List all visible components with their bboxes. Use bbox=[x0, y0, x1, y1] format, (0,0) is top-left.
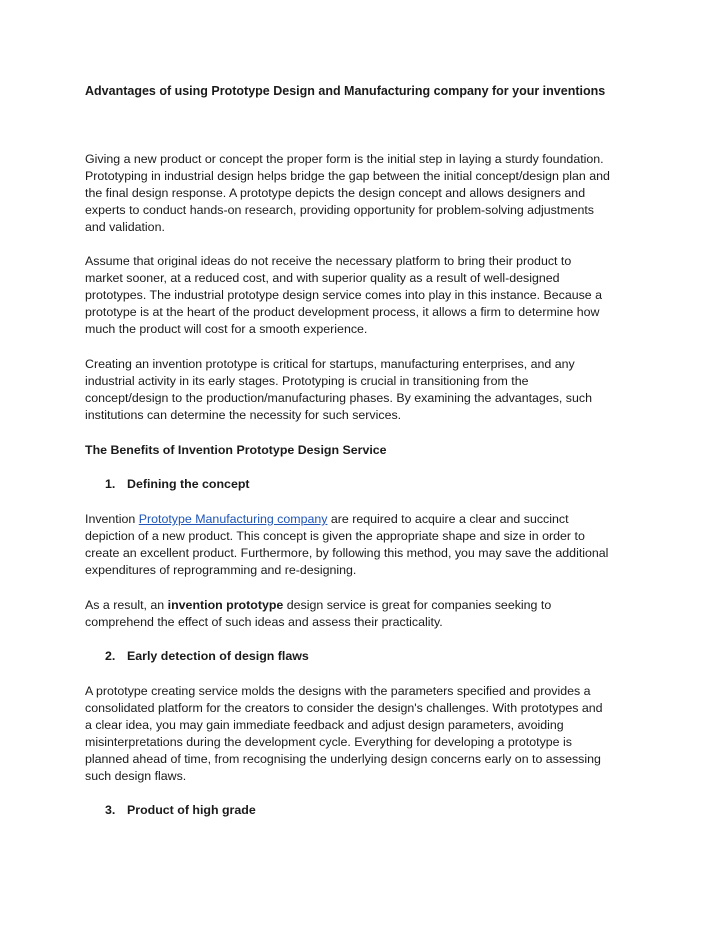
prototype-manufacturing-link[interactable]: Prototype Manufacturing company bbox=[138, 512, 328, 526]
text-line: institutions can determine the necessity for such services. bbox=[85, 408, 402, 422]
list-number: 2. bbox=[105, 649, 116, 663]
text-line: prototypes. The industrial prototype design service comes into play in this instance. Because a bbox=[85, 288, 603, 302]
text-line: planned ahead of time, from recognising the underlying design concerns early on to assessing bbox=[85, 752, 601, 766]
text-line: Creating an invention prototype is critical for startups, manufacturing enterprises, and any bbox=[85, 357, 575, 371]
text-line: much the product will cost for a smooth experience. bbox=[85, 322, 368, 336]
text-line: Assume that original ideas do not receive the necessary platform to bring their product to bbox=[85, 254, 572, 268]
text-line: Prototyping in industrial design helps bridge the gap between the initial concept/design plan and bbox=[85, 169, 610, 183]
text-span: are required to acquire a clear and succinct bbox=[327, 512, 569, 526]
paragraph-intro bbox=[85, 151, 645, 236]
text-line bbox=[85, 597, 645, 614]
paragraph-defining bbox=[85, 511, 645, 579]
section-heading: The Benefits of Invention Prototype Design Service bbox=[85, 443, 387, 457]
paragraph-assume bbox=[85, 253, 645, 338]
text-line: depiction of a new product. This concept is given the appropriate shape and size in order to bbox=[85, 529, 585, 543]
text-span: As a result, an bbox=[85, 598, 168, 612]
text-line: experts to conduct hands-on research, providing opportunity for problem-solving adjustments bbox=[85, 203, 594, 217]
document-title: Advantages of using Prototype Design and Manufacturing company for your inventions bbox=[85, 84, 606, 98]
list-item-label: Product of high grade bbox=[127, 803, 256, 817]
text-line: comprehend the effect of such ideas and assess their practicality. bbox=[85, 615, 443, 629]
text-line: consolidated platform for the creators to consider the design's challenges. With prototypes and bbox=[85, 701, 603, 715]
text-line: industrial activity in its early stages. Prototyping is crucial in transitioning from the bbox=[85, 374, 529, 388]
text-span: Invention bbox=[85, 512, 139, 526]
text-line: concept/design to the production/manufacturing phases. By examining the advantages, such bbox=[85, 391, 592, 405]
paragraph-detection bbox=[85, 683, 645, 785]
paragraph-result bbox=[85, 597, 645, 631]
text-line: and validation. bbox=[85, 220, 165, 234]
text-line: create an excellent product. Furthermore, by following this method, you may save the additional bbox=[85, 546, 609, 560]
list-item-2 bbox=[105, 649, 309, 663]
list-item-label: Defining the concept bbox=[127, 477, 250, 491]
paragraph-creating bbox=[85, 356, 645, 424]
text-line: the final design response. A prototype depicts the design concept and allows designers and bbox=[85, 186, 586, 200]
text-line: Giving a new product or concept the proper form is the initial step in laying a sturdy foundation. bbox=[85, 152, 604, 166]
text-line: misinterpretations during the development cycle. Everything for developing a prototype is bbox=[85, 735, 572, 749]
text-line: such design flaws. bbox=[85, 769, 187, 783]
text-span: design service is great for companies seeking to bbox=[283, 598, 552, 612]
text-line: a clear idea, you may gain immediate feedback and adjust design parameters, avoiding bbox=[85, 718, 564, 732]
text-line: expenditures of reprogramming and re-designing. bbox=[85, 563, 357, 577]
text-line: A prototype creating service molds the designs with the parameters specified and provides a bbox=[85, 684, 591, 698]
list-item-label: Early detection of design flaws bbox=[127, 649, 309, 663]
list-item-3 bbox=[105, 803, 256, 817]
list-number: 1. bbox=[105, 477, 116, 491]
text-line bbox=[85, 511, 645, 528]
bold-term: invention prototype bbox=[167, 598, 284, 612]
text-line: prototype is at the heart of the product development process, it allows a firm to determine how bbox=[85, 305, 600, 319]
list-item-1 bbox=[105, 477, 250, 491]
list-number: 3. bbox=[105, 803, 116, 817]
text-line: market sooner, at a reduced cost, and with superior quality as a result of well-designed bbox=[85, 271, 560, 285]
